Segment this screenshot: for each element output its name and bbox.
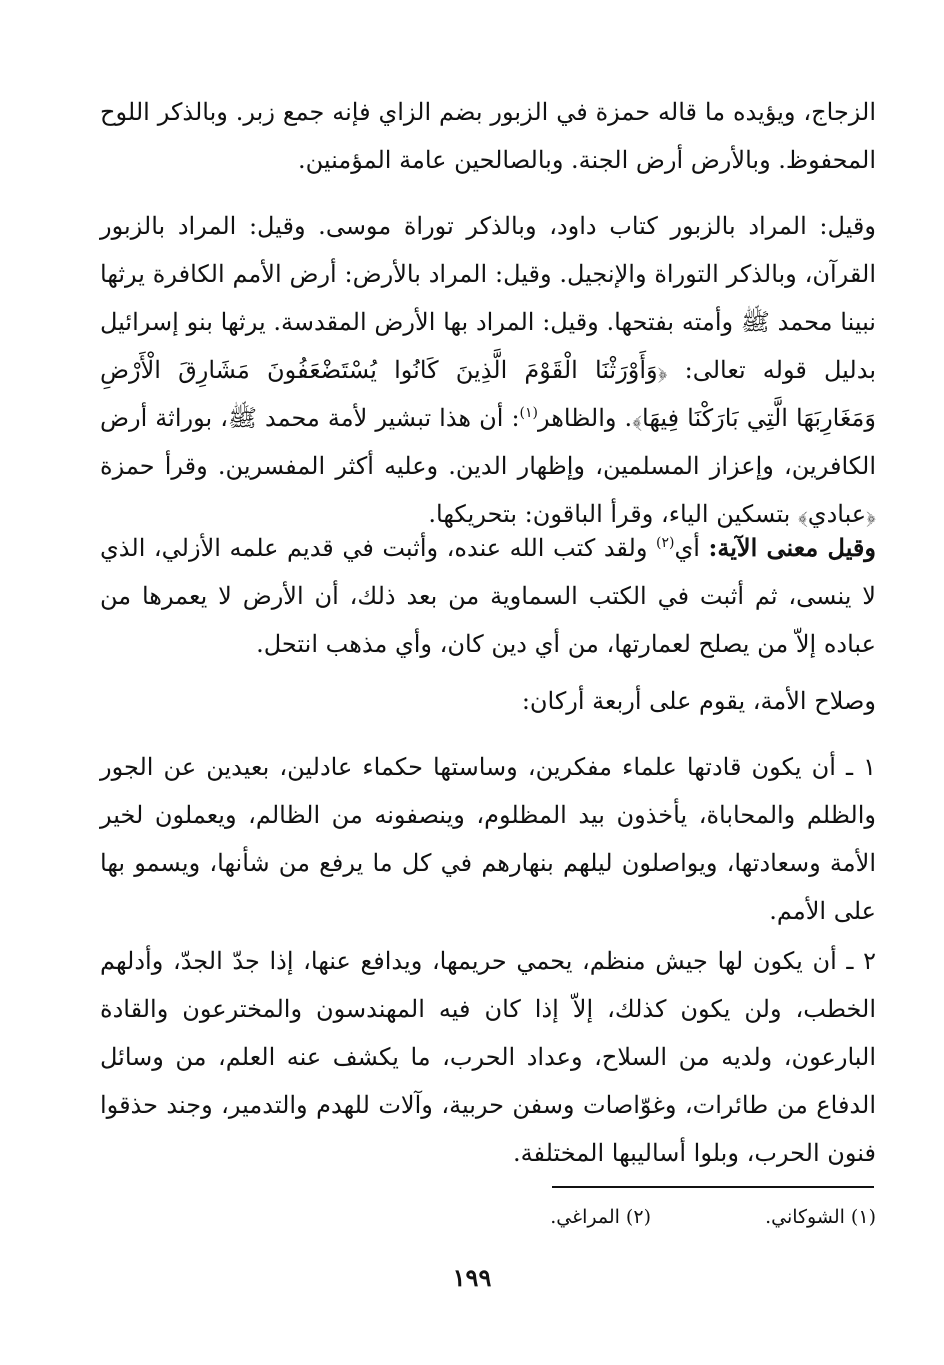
paragraph-6-text: ٢ ـ أن يكون لها جيش منظم، يحمي حريمها، ويدافع عنها، إذا جدّ الجدّ، وأدلهم الخطب، ولن يكون كذلك، إلاّ إذا كان فيه المهندسون والمخترعون والقادة البارعون، ولديه من السلاح، وعداد الحرب، ما يكشف عنه العلم، من وسائل الدفاع من طائرات، وغوّاصات وسفن حربية، وآلات للهدم والتدمير، وجند حذقوا فنون الحرب، وبلوا أساليبها المختلفة. xyxy=(100,947,876,1167)
paragraph-5-text: ١ ـ أن يكون قادتها علماء مفكرين، وساستها حكماء عادلين، بعيدين عن الجور والظلم والمحاباة، يأخذون بيد المظلوم، وينصفونه من الظالم، ويعملون لخير الأمة وسعادتها، ويواصلون ليلهم بنهارهم في كل ما يرفع من شأنها، ويسمو بها على الأمم. xyxy=(100,753,876,925)
paragraph-1 xyxy=(100,88,876,184)
paragraph-3-text-b: ولقد كتب الله عنده، وأثبت في قديم علمه الأزلي، الذي لا ينسى، ثم أثبت في الكتب السماوية من بعد ذلك، أن الأرض لا يعمرها من عباده إلاّ من يصلح لعمارتها، من أي دين كان، وأي مذهب انتحل. xyxy=(100,534,876,658)
paragraph-3-heading: وقيل معنى الآية: xyxy=(708,533,876,562)
footnote-ref-1: (١) xyxy=(519,405,539,421)
paragraph-2-text: وقيل: المراد بالزبور كتاب داود، وبالذكر توراة موسى. وقيل: المراد بالزبور القرآن، وبالذكر التوراة والإنجيل. وقيل: المراد بالأرض: أرض الأمم الكافرة يرثها نبينا محمد ﷺ وأمته بفتحها. وقيل: المراد بها الأرض المقدسة. يرثها بنو إسرائيل بدليل قوله تعالى: ﴿وَأَوْرَثْنَا الْقَوْمَ الَّذِينَ كَانُوا يُسْتَضْعَفُونَ مَشَارِقَ الْأَرْضِ وَمَغَارِبَهَا الَّتِي بَارَكْنَا فِيهَا﴾. والظاهر xyxy=(100,212,876,432)
paragraph-5-list-item-1 xyxy=(100,743,876,935)
paragraph-3-text-a: أي xyxy=(674,534,709,562)
paragraph-4-text: وصلاح الأمة، يقوم على أربعة أركان: xyxy=(521,687,876,715)
paragraph-1-text: الزجاج، ويؤيده ما قاله حمزة في الزبور بضم الزاي فإنه جمع زبر. وبالذكر اللوح المحفوظ. وبالأرض أرض الجنة. وبالصالحين عامة المؤمنين. xyxy=(100,98,876,174)
paragraph-3 xyxy=(100,524,876,668)
footnote-2: (٢) المراغي. xyxy=(550,1206,651,1228)
footnote-divider xyxy=(552,1186,874,1188)
page-number: ١٩٩ xyxy=(452,1263,492,1292)
paragraph-2 xyxy=(100,202,876,538)
paragraph-4 xyxy=(100,677,876,725)
paragraph-6-list-item-2 xyxy=(100,937,876,1177)
paragraph-2-text-continued: : أن هذا تبشير لأمة محمد ﷺ، بوراثة أرض الكافرين، وإعزاز المسلمين، وإظهار الدين. وعليه أكثر المفسرين. وقرأ حمزة ﴿عبادي﴾ بتسكين الياء، وقرأ الباقون: بتحريكها. xyxy=(100,404,876,528)
footnote-ref-2: (٢) xyxy=(656,535,675,551)
footnote-1: (١) الشوكاني. xyxy=(765,1206,876,1228)
